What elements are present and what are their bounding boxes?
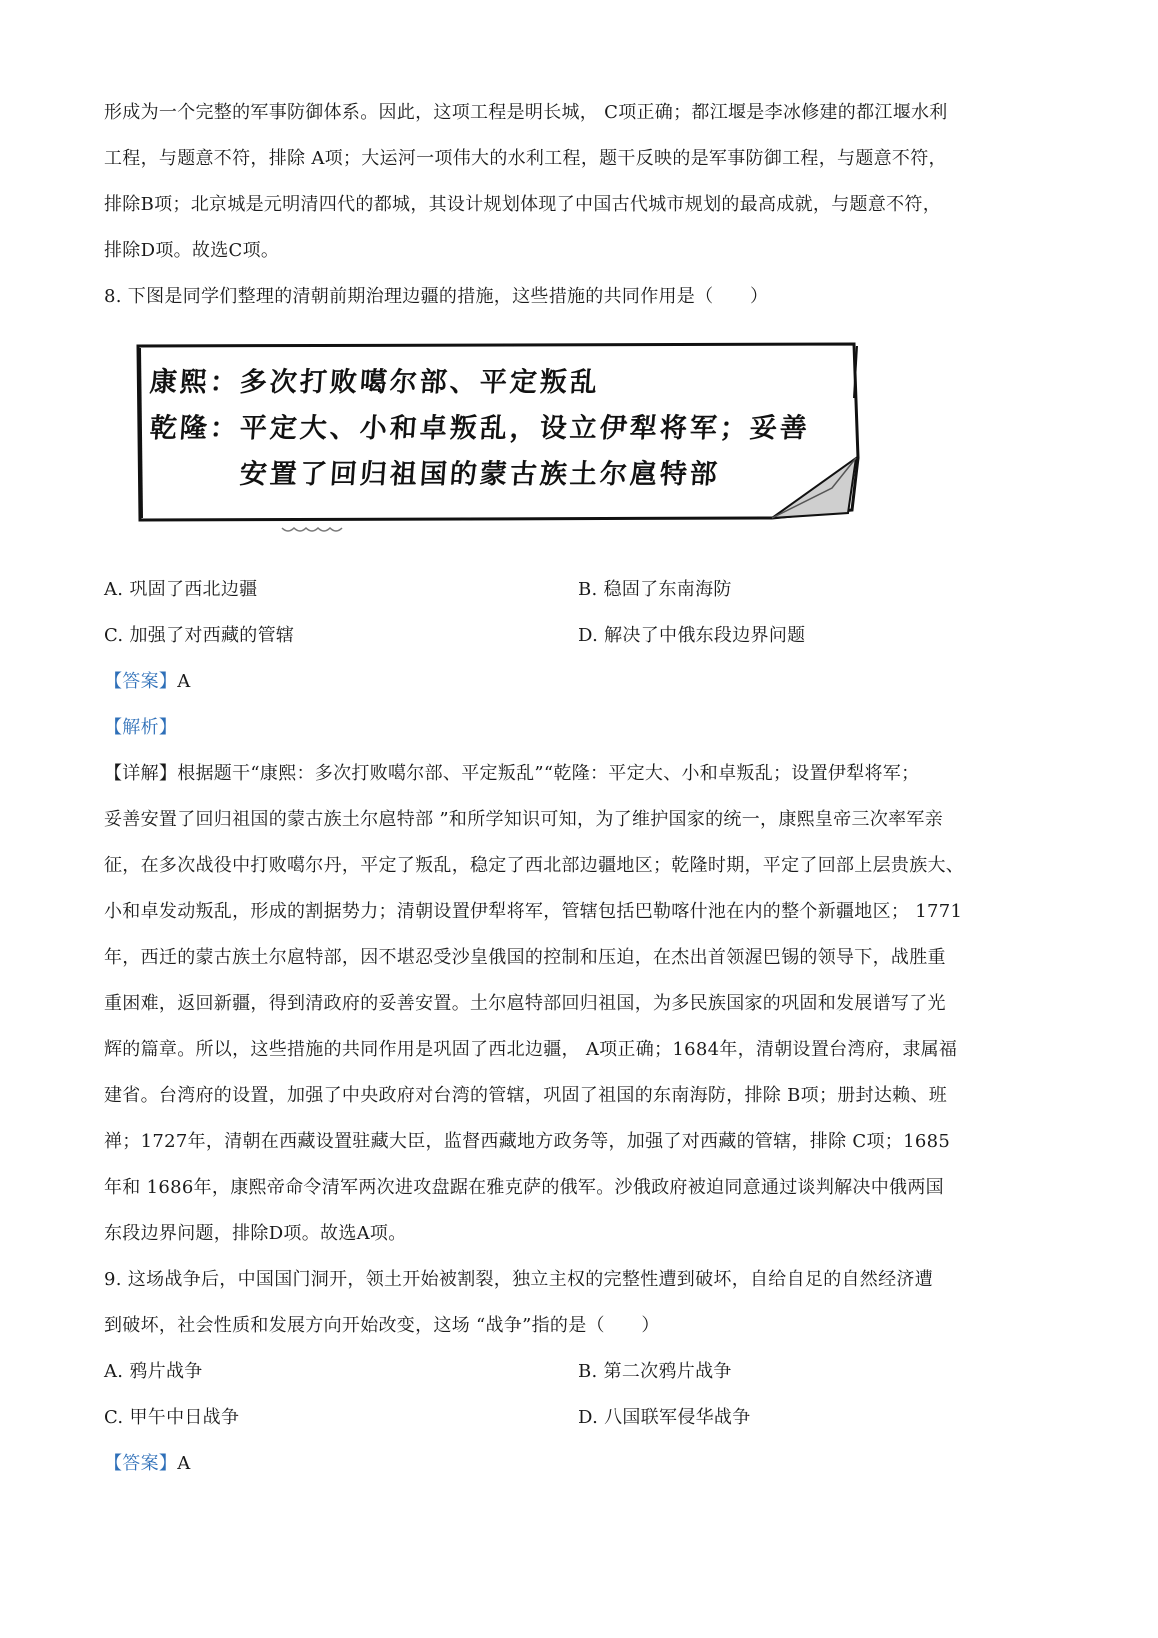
answer-line	[104, 1441, 1044, 1487]
option-a: A. 巩固了西北边疆	[104, 579, 258, 600]
analysis-tag: 【解析】	[104, 717, 178, 738]
text-line: 年，西迁的蒙古族土尔扈特部，因不堪忍受沙皇俄国的控制和压迫，在杰出首领渥巴锡的领导下，战胜重	[104, 947, 946, 968]
text-line: 小和卓发动叛乱，形成的割据势力；清朝设置伊犁将军，管辖包括巴勒喀什池在内的整个新疆地区； 1771	[104, 901, 963, 922]
option-d: D. 八国联军侵华战争	[578, 1407, 751, 1428]
question-8	[104, 274, 1044, 1257]
text-line: 排除B项；北京城是元明清四代的都城，其设计规划体现了中国古代城市规划的最高成就，与题意不符，	[104, 194, 942, 215]
text-line: 形成为一个完整的军事防御体系。因此，这项工程是明长城， C项正确；都江堰是李冰修建的都江堰水利	[104, 102, 948, 123]
text-line: 征，在多次战役中打败噶尔丹，平定了叛乱，稳定了西北部边疆地区；乾隆时期，平定了回部上层贵族大、	[104, 855, 965, 876]
note-line: 乾隆：平定大、小和卓叛乱，设立伊犁将军；妥善	[148, 413, 811, 444]
question-stem: 到破坏，社会性质和发展方向开始改变，这场 “战争”指的是（ ）	[104, 1315, 660, 1336]
text-line: 排除D项。故选C项。	[104, 240, 280, 261]
note-line: 安置了回归祖国的蒙古族土尔扈特部	[238, 459, 721, 490]
prev-explanation	[104, 90, 1044, 274]
text-line: 建省。台湾府的设置，加强了中央政府对台湾的管辖，巩固了祖国的东南海防，排除 B项；册封达赖、班	[104, 1085, 948, 1106]
question-stem: 8. 下图是同学们整理的清朝前期治理边疆的措施，这些措施的共同作用是（ ）	[104, 286, 769, 307]
detail-tag: 【详解】	[104, 763, 178, 784]
text-line: 年和 1686年，康熙帝命令清军两次进攻盘踞在雅克萨的俄军。沙俄政府被迫同意通过谈判解决中俄两国	[104, 1177, 944, 1198]
option-c: C. 甲午中日战争	[104, 1407, 240, 1428]
answer-options	[104, 1349, 1044, 1441]
answer-value: A	[177, 1453, 191, 1474]
text-line: 辉的篇章。所以，这些措施的共同作用是巩固了西北边疆， A项正确；1684年，清朝设置台湾府，隶属福	[104, 1039, 958, 1060]
text-line: 禅；1727年，清朝在西藏设置驻藏大臣，监督西藏地方政务等，加强了对西藏的管辖，排除 C项；1685	[104, 1131, 951, 1152]
answer-tag: 【答案】	[104, 1453, 178, 1474]
answer-line	[104, 659, 1044, 705]
handwritten-note-figure	[132, 338, 892, 553]
text-line: 重困难，返回新疆，得到清政府的妥善安置。土尔扈特部回归祖国，为多民族国家的巩固和发展谱写了光	[104, 993, 946, 1014]
option-a: A. 鸦片战争	[104, 1361, 203, 1382]
question-9	[104, 1257, 1044, 1487]
option-d: D. 解决了中俄东段边界问题	[578, 625, 806, 646]
detail-block	[104, 751, 1044, 1257]
text-line: 妥善安置了回归祖国的蒙古族土尔扈特部 ”和所学知识可知，为了维护国家的统一，康熙皇帝三次率军亲	[104, 809, 944, 830]
text-line: 东段边界问题，排除D项。故选A项。	[104, 1223, 407, 1244]
answer-value: A	[177, 671, 191, 692]
answer-options	[104, 567, 1044, 659]
note-line: 康熙：多次打败噶尔部、平定叛乱	[148, 367, 601, 398]
option-b: B. 第二次鸦片战争	[578, 1361, 732, 1382]
answer-tag: 【答案】	[104, 671, 178, 692]
option-c: C. 加强了对西藏的管辖	[104, 625, 295, 646]
detail-text: 根据题干“康熙：多次打败噶尔部、平定叛乱”“乾隆：平定大、小和卓叛乱；设置伊犁将军；	[177, 763, 920, 784]
option-b: B. 稳固了东南海防	[578, 579, 732, 600]
text-line	[104, 751, 1044, 797]
question-stem: 9. 这场战争后，中国国门洞开，领土开始被割裂，独立主权的完整性遭到破坏，自给自足的自然经济遭	[104, 1269, 933, 1290]
document-page	[104, 90, 1044, 1487]
analysis-line	[104, 705, 1044, 751]
text-line: 工程，与题意不符，排除 A项；大运河一项伟大的水利工程，题干反映的是军事防御工程，与题意不符，	[104, 148, 947, 169]
